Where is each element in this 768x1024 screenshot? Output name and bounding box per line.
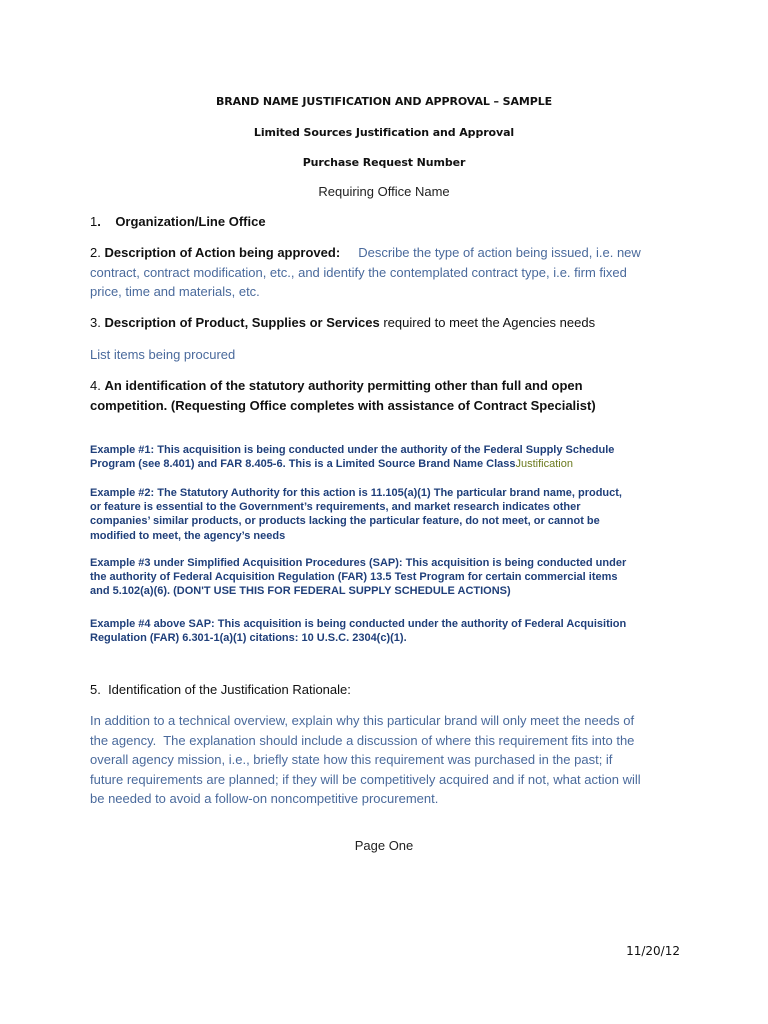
example-4-line: Example #4 above SAP: This acquisition is being conducted under the authority of Federal Acquisition: [90, 618, 627, 630]
section-2-number: 2.: [90, 245, 101, 260]
section-4: [90, 376, 690, 415]
section-5-heading: 5. Identification of the Justification Rationale:: [90, 682, 351, 697]
section-4-line-2: competition. (Requesting Office completes with assistance of Contract Specialist): [90, 397, 596, 413]
example-2-line: or feature is essential to the Government’s requirements, and market research indicates other: [90, 501, 581, 514]
section-2-line-3: price, time and materials, etc.: [90, 284, 260, 299]
example-2-line: companies’ similar products, or products lacking the particular feature, do not meet, or cannot be: [90, 515, 600, 528]
section-2: [90, 243, 690, 302]
example-2-line: modified to meet, the agency’s needs: [90, 529, 286, 542]
section-4-number: 4.: [90, 378, 101, 393]
section-1-heading: Organization/Line Office: [115, 214, 266, 229]
section-3-list-text: List items being procured: [90, 347, 236, 362]
example-2-line: Example #2: The Statutory Authority for this action is 11.105(a)(1) The particular brand name, product,: [90, 487, 622, 499]
section-3-tail: required to meet the Agencies needs: [383, 315, 596, 330]
example-2: [90, 486, 690, 543]
example-1-line-2: Program (see 8.401) and FAR 8.405-6. This is a Limited Source Brand Name Class: [90, 458, 516, 471]
section-2-heading: Description of Action being approved:: [104, 245, 341, 260]
section-5-line: be needed to avoid a follow-on noncompetitive procurement.: [90, 791, 439, 806]
document-subtitle: Limited Sources Justification and Approval: [253, 126, 515, 139]
section-3-number: 3.: [90, 315, 101, 330]
section-2-line-2: contract, contract modification, etc., and identify the contemplated contract type, i.e. firm fixed: [90, 264, 627, 280]
section-5-body: [90, 711, 690, 809]
section-1-number: 1: [90, 214, 98, 229]
section-5-line: In addition to a technical overview, explain why this particular brand will only meet the needs of: [90, 713, 635, 728]
section-1-dot: .: [97, 214, 101, 229]
section-5-line: the agency. The explanation should include a discussion of where this requirement fits into the: [90, 732, 635, 748]
section-2-line-1: Describe the type of action being issued, i.e. new: [358, 245, 641, 260]
section-5-line: future requirements are planned; if they will be competitively acquired and if not, what action will: [90, 771, 641, 787]
page-number: Page One: [354, 838, 414, 853]
requiring-office-name: Requiring Office Name: [318, 184, 450, 199]
section-4-line-1: An identification of the statutory authority permitting other than full and open: [104, 378, 583, 393]
section-3-heading: Description of Product, Supplies or Services: [104, 315, 380, 330]
footer-date: 11/20/12: [626, 944, 680, 958]
document-title: BRAND NAME JUSTIFICATION AND APPROVAL – SAMPLE: [215, 95, 553, 108]
example-4: [90, 617, 690, 645]
section-5-line: overall agency mission, i.e., briefly state how this requirement was purchased in the past; if: [90, 752, 613, 767]
example-3-line: the authority of Federal Acquisition Regulation (FAR) 13.5 Test Program for certain commercial items: [90, 571, 618, 584]
example-3: [90, 556, 690, 599]
purchase-request-label: Purchase Request Number: [302, 156, 466, 169]
example-1-justification-word: Justification: [515, 458, 573, 471]
section-3: [90, 313, 595, 333]
example-1-line-1: Example #1: This acquisition is being conducted under the authority of the Federal Supply Schedule: [90, 444, 615, 456]
example-1: [90, 443, 690, 471]
example-3-line: Example #3 under Simplified Acquisition Procedures (SAP): This acquisition is being conducted under: [90, 557, 627, 569]
example-4-line: Regulation (FAR) 6.301-1(a)(1) citations: 10 U.S.C. 2304(c)(1).: [90, 632, 407, 645]
example-3-line: and 5.102(a)(6). (DON'T USE THIS FOR FEDERAL SUPPLY SCHEDULE ACTIONS): [90, 585, 511, 598]
section-1: [90, 212, 266, 232]
